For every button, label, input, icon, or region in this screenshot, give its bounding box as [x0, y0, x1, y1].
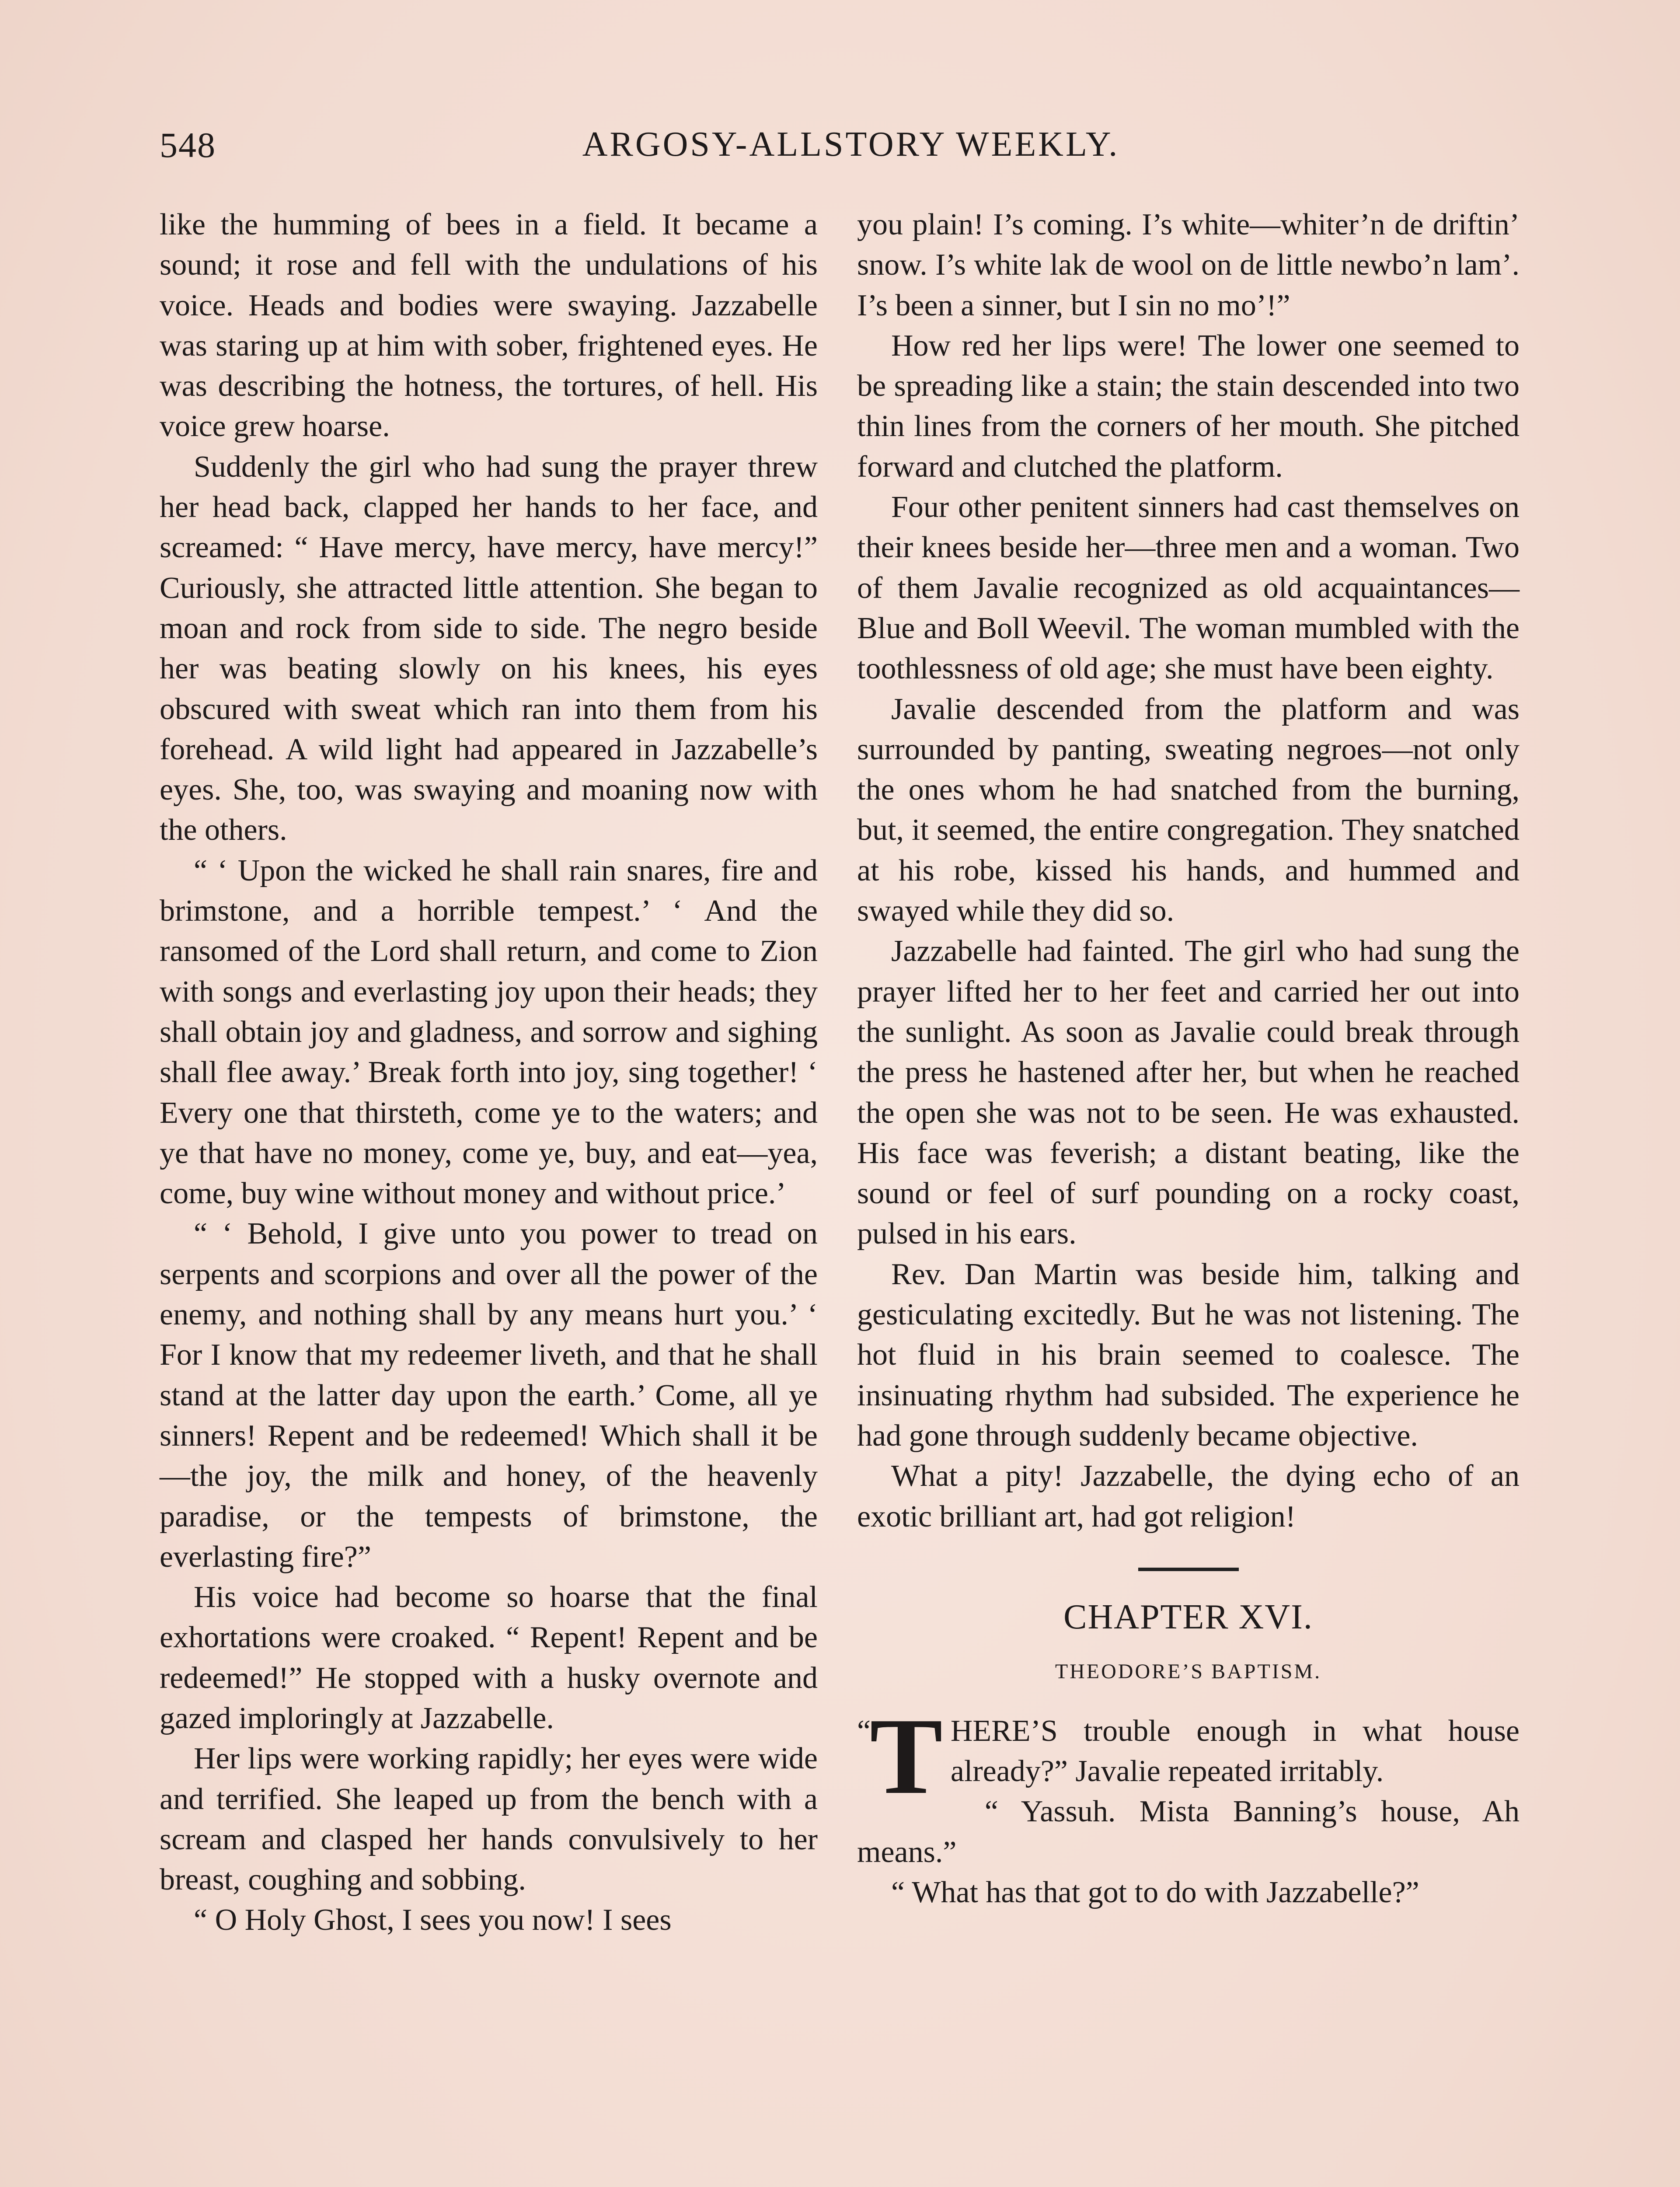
paragraph: “ What has that got to do with Jazzabelle?”: [891, 1875, 1419, 1909]
paragraph: Her lips were working rapidly; her eyes were wide and terrified. She leaped up from the bench with a scream and clasped her hands convulsively to her breast, coughing and sobbing.: [160, 1742, 818, 1897]
paragraph: What a pity! Jazzabelle, the dying echo of an exotic brilliant art, had got religion!: [857, 1459, 1520, 1534]
drop-cap-letter: T: [870, 1695, 943, 1817]
paragraph: “ Yassuh. Mista Banning’s house, Ah means.”: [857, 1795, 1520, 1869]
paragraph: His voice had become so hoarse that the final exhortations were croaked. “ Repent! Repent and be redeemed!” He stopped with a husky overnote and gazed imploringly at Jazzabelle.: [160, 1580, 818, 1735]
paragraph: Suddenly the girl who had sung the prayer threw her head back, clapped her hands to her face, and screamed: “ Have mercy, have mercy, have mercy!” Curiously, she attracted little attention. She began to moan and rock from side to side. The negro beside her was beating slowly on his knees, his eyes obscured with sweat which ran into them from his forehead. A wild light had appeared in Jazzabelle’s eyes. She, too, was swaying and moaning now with the others.: [160, 450, 818, 847]
paragraph: you plain! I’s coming. I’s white—whiter’n de driftin’ snow. I’s white lak de wool on de little newbo’n lam’. I’s been a sinner, but I sin no mo’!”: [857, 208, 1520, 322]
page-number: 548: [160, 125, 216, 165]
drop-cap-quote: “: [857, 1714, 871, 1748]
running-head: ARGOSY-ALLSTORY WEEKLY.: [582, 125, 1120, 164]
left-column: [160, 205, 818, 1941]
paragraph: like the humming of bees in a field. It became a sound; it rose and fell with the undulations of his voice. Heads and bodies were swaying. Jazzabelle was staring up at him with sober, frightened eyes. He was describing the hotness, the tortures, of hell. His voice grew hoarse.: [160, 208, 818, 444]
section-divider: [1138, 1568, 1239, 1571]
first-paragraph-text: HERE’S trouble enough in what house already?” Javalie repeated irritably.: [950, 1714, 1520, 1789]
paragraph: Four other penitent sinners had cast themselves on their knees beside her—three men and a woman. Two of them Javalie recognized as old acquaintances—Blue and Boll Weevil. The woman mumbled with the toothlessness of old age; she must have been eighty.: [857, 490, 1520, 686]
drop-cap-group: [857, 1695, 943, 1817]
paragraph: Jazzabelle had fainted. The girl who had sung the prayer lifted her to her feet and carried her out into the sunlight. As soon as Javalie could break through the press he hastened after her, but when he reached the open she was not to be seen. He was exhausted. His face was feverish; a distant beating, like the sound or feel of surf pounding on a rocky coast, pulsed in his ears.: [857, 934, 1520, 1251]
paragraph: How red her lips were! The lower one seemed to be spreading like a stain; the stain descended into two thin lines from the corners of her mouth. She pitched forward and clutched the platform.: [857, 328, 1520, 484]
paragraph: Rev. Dan Martin was beside him, talking and gesticulating excitedly. But he was not listening. The hot fluid in his brain seemed to coalesce. The insinuating rhythm had subsided. The experience he had gone through suddenly became objective.: [857, 1257, 1520, 1453]
chapter-subtitle: THEODORE’S BAPTISM.: [1055, 1659, 1322, 1683]
paragraph: Javalie descended from the platform and was surrounded by panting, sweating negroes—not only the ones whom he had snatched from the burning, but, it seemed, the entire congregation. They snatched at his robe, kissed his hands, and hummed and swayed while they did so.: [857, 692, 1520, 928]
page-header: [160, 125, 1516, 173]
chapter-first-paragraph: [857, 1695, 1520, 1817]
paragraph: “ ‘ Upon the wicked he shall rain snares, fire and brimstone, and a horrible tempest.’ ‘ And the ransomed of the Lord shall return, and come to Zion with songs and everlasting joy upon their heads; they shall obtain joy and gladness, and sorrow and sighing shall flee away.’ Break forth into joy, sing together! ‘ Every one that thirsteth, come ye to the waters; and ye that have no money, come ye, buy, and eat—yea, come, buy wine without money and without price.’: [160, 853, 818, 1211]
chapter-title: CHAPTER XVI.: [1063, 1597, 1313, 1636]
right-column: [857, 205, 1520, 1913]
paragraph: “ ‘ Behold, I give unto you power to tread on serpents and scorpions and over all the power of the enemy, and nothing shall by any means hurt you.’ ‘ For I know that my redeemer liveth, and that he shall stand at the latter day upon the earth.’ Come, all ye sinners! Repent and be redeemed! Which shall it be—the joy, the milk and honey, of the heavenly paradise, or the tempests of brimstone, the everlasting fire?”: [160, 1217, 818, 1574]
paragraph: “ O Holy Ghost, I sees you now! I sees: [194, 1903, 672, 1937]
